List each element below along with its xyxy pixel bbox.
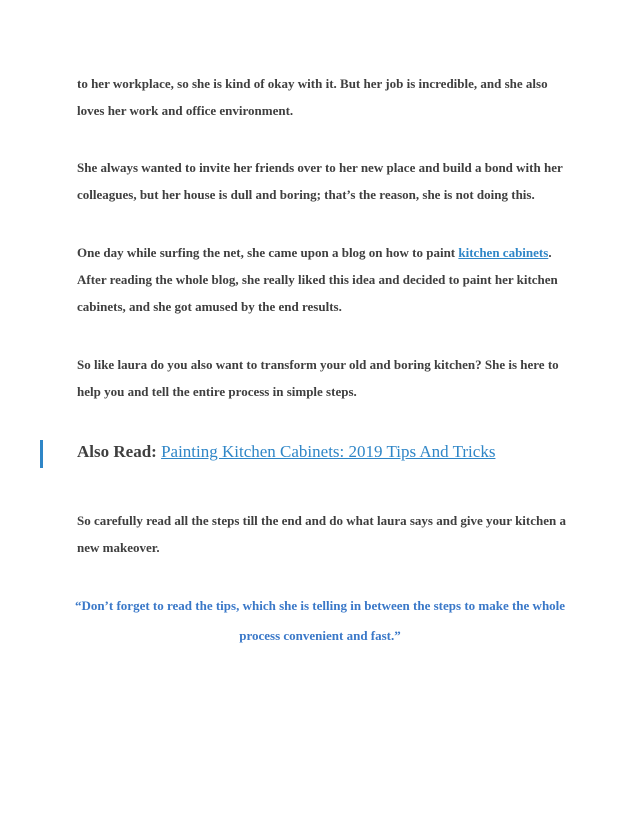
paragraph-blog-text-before: One day while surfing the net, she came upon a blog on how to paint	[77, 245, 459, 260]
paragraph-invite-friends: She always wanted to invite her friends over to her new place and build a bond with her colleagues, but her house is dull and boring; that’s the reason, she is not doing this.	[77, 160, 563, 202]
also-read-accent-bar	[40, 440, 43, 468]
also-read-link[interactable]: Painting Kitchen Cabinets: 2019 Tips And Tricks	[161, 442, 496, 461]
paragraph-workplace: to her workplace, so she is kind of okay with it. But her job is incredible, and she also loves her work and office environment.	[77, 76, 548, 118]
also-read-line	[77, 440, 495, 464]
paragraph-blog-discovery	[77, 239, 567, 320]
tips-quote: “Don’t forget to read the tips, which she is telling in between the steps to make the whole process convenient and fast.”	[74, 598, 566, 643]
paragraph-transform-kitchen: So like laura do you also want to transform your old and boring kitchen? She is here to help you and tell the entire process in simple steps.	[77, 357, 559, 399]
kitchen-cabinets-link[interactable]: kitchen cabinets	[458, 245, 549, 260]
paragraph-blog-text-after: . After reading the whole blog, she really liked this idea and decided to paint her kitchen cabinets, and she got amused by the end results.	[77, 245, 558, 314]
also-read-label: Also Read:	[77, 442, 157, 461]
paragraph-read-steps: So carefully read all the steps till the end and do what laura says and give your kitchen a new makeover.	[77, 513, 566, 555]
